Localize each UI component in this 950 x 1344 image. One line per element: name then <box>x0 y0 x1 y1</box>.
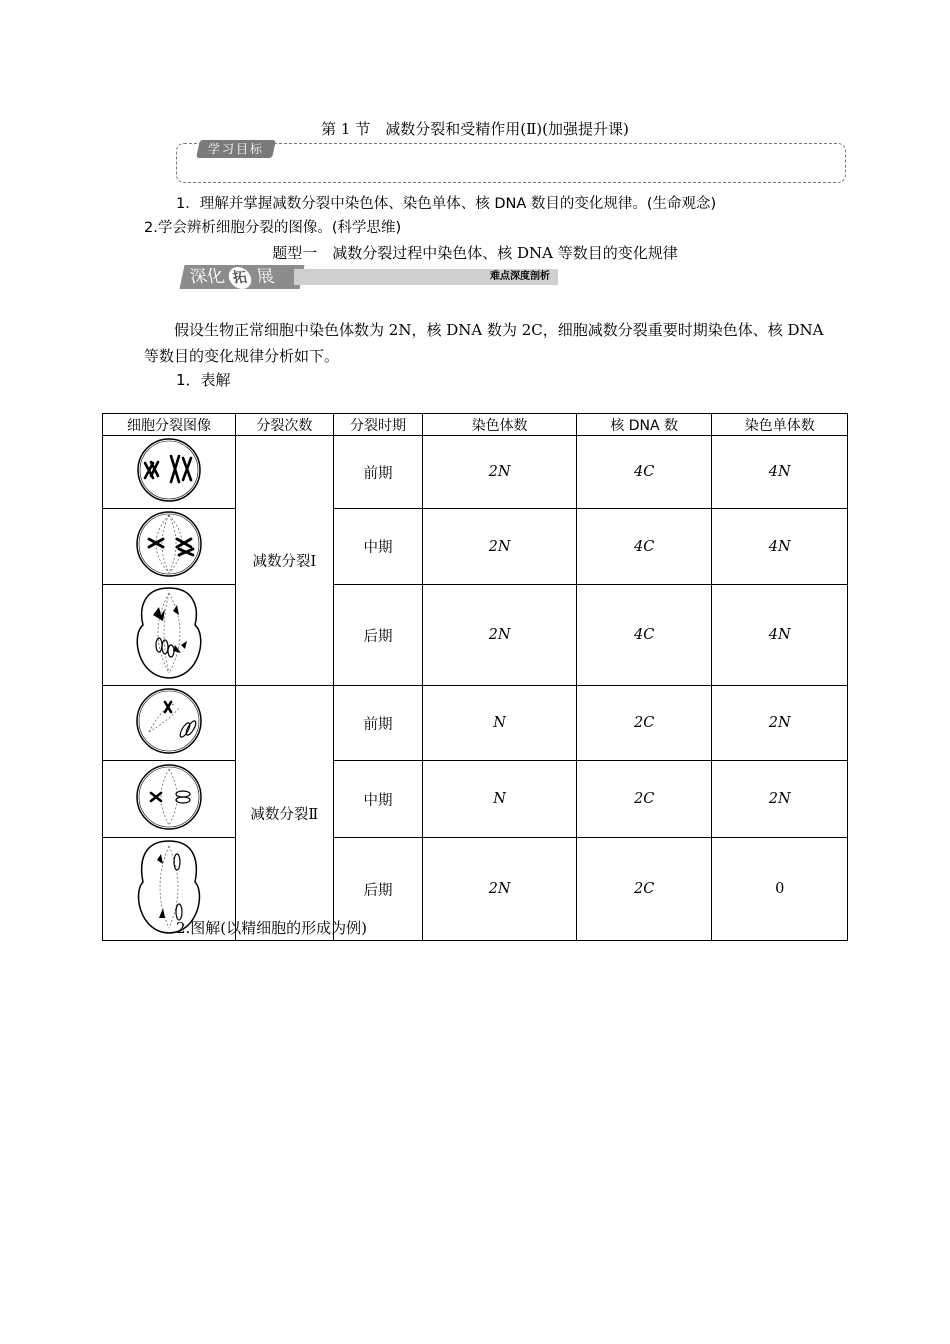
dna-cell: 4C <box>576 509 712 585</box>
table-row <box>103 436 848 509</box>
cell-diagram <box>103 436 236 509</box>
header-cell: 细胞分裂图像 <box>103 414 236 436</box>
phase-cell: 后期 <box>333 838 423 941</box>
meiosis-2-prophase-diagram <box>103 686 235 756</box>
table-row <box>103 761 848 838</box>
subheading-diagram: 2.图解(以精细胞的形成为例) <box>176 919 368 937</box>
subheading-table: 1．表解 <box>176 371 231 389</box>
chromatid-cell: 4N <box>712 509 848 585</box>
table-row <box>103 686 848 761</box>
cell-diagram <box>103 509 236 585</box>
dna-cell: 2C <box>576 761 712 838</box>
header-cell: 分裂次数 <box>236 414 334 436</box>
chromosome-cell: 2N <box>423 509 576 585</box>
chromatid-cell: 4N <box>712 436 848 509</box>
dna-cell: 2C <box>576 838 712 941</box>
banner-left <box>179 265 304 289</box>
cell-diagram <box>103 686 236 761</box>
chromatid-cell: 0 <box>712 838 848 941</box>
meiosis-2-metaphase-diagram <box>103 761 235 833</box>
phase-cell: 中期 <box>333 509 423 585</box>
header-cell: 核 DNA 数 <box>576 414 712 436</box>
section-title: 题型一 减数分裂过程中染色体、核 DNA 等数目的变化规律 <box>272 244 678 262</box>
dna-cell: 2C <box>576 686 712 761</box>
table-row <box>103 509 848 585</box>
banner-right: 难点深度剖析 <box>294 269 558 285</box>
chromatid-cell: 4N <box>712 585 848 686</box>
table-row <box>103 585 848 686</box>
goals-tab <box>196 140 276 158</box>
chromosome-cell: 2N <box>423 436 576 509</box>
chromosome-cell: 2N <box>423 585 576 686</box>
banner-left-text-1: 深化 <box>187 267 227 287</box>
goals-tab-label: 学习目标 <box>208 142 265 156</box>
cell-diagram <box>103 761 236 838</box>
division-1-label: 减数分裂Ⅰ <box>236 436 334 686</box>
page-title: 第 1 节 减数分裂和受精作用(Ⅱ)(加强提升课) <box>321 120 629 138</box>
phase-cell: 前期 <box>333 436 423 509</box>
chromatid-cell: 2N <box>712 686 848 761</box>
header-cell: 染色单体数 <box>712 414 848 436</box>
goals-box <box>176 143 846 183</box>
cell-diagram <box>103 585 236 686</box>
division-2-label: 减数分裂Ⅱ <box>236 686 334 941</box>
chromosome-cell: N <box>423 761 576 838</box>
meiosis-table <box>102 413 848 941</box>
header-cell: 染色体数 <box>423 414 576 436</box>
dna-cell: 4C <box>576 585 712 686</box>
chromosome-cell: 2N <box>423 838 576 941</box>
meiosis-1-prophase-diagram <box>103 436 235 504</box>
intro-paragraph: 假设生物正常细胞中染色体数为 2N，核 DNA 数为 2C，细胞减数分裂重要时期染色体、核 DNA 等数目的变化规律分析如下。 <box>144 321 824 365</box>
meiosis-1-anaphase-diagram <box>103 585 235 681</box>
phase-cell: 前期 <box>333 686 423 761</box>
phase-cell: 中期 <box>333 761 423 838</box>
dna-cell: 4C <box>576 436 712 509</box>
meiosis-1-metaphase-diagram <box>103 509 235 580</box>
chromatid-cell: 2N <box>712 761 848 838</box>
banner-left-text-2: 展 <box>254 267 276 287</box>
deepen-banner <box>182 265 558 289</box>
header-cell: 分裂时期 <box>333 414 423 436</box>
goal-1: 1．理解并掌握减数分裂中染色体、染色单体、核 DNA 数目的变化规律。(生命观念) <box>176 196 717 212</box>
phase-cell: 后期 <box>333 585 423 686</box>
table-header-row <box>103 414 848 436</box>
goal-2: 2.学会辨析细胞分裂的图像。(科学思维) <box>144 220 402 236</box>
chromosome-cell: N <box>423 686 576 761</box>
banner-icon: 拓 <box>227 267 254 289</box>
